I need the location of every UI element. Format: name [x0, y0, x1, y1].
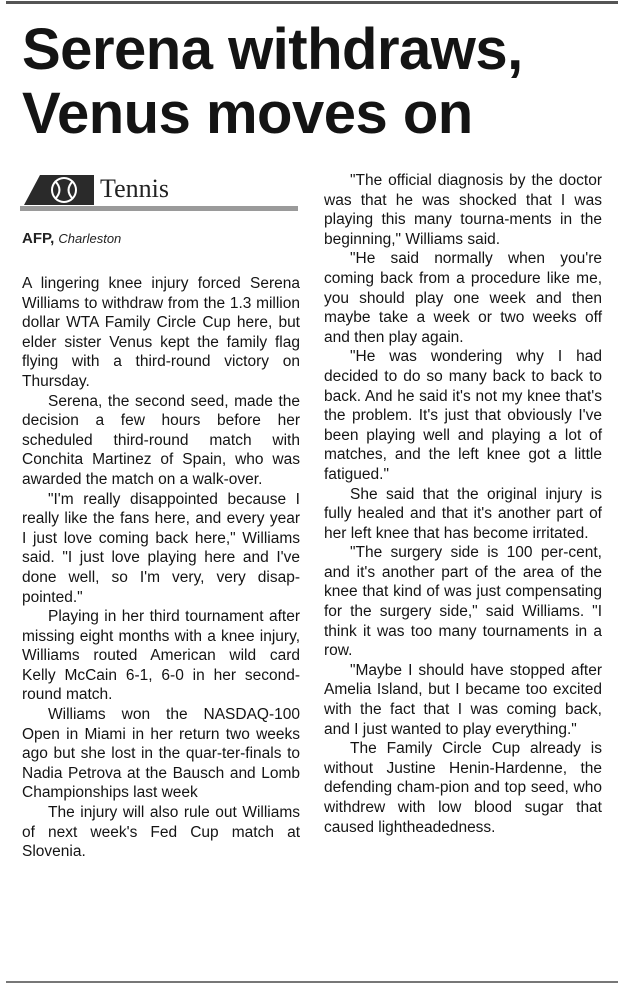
headline-line-2: Venus moves on: [22, 81, 473, 146]
byline: [22, 230, 121, 247]
paragraph: She said that the original injury is fully healed and that it's another part of her left knee that has become irritated.: [324, 485, 602, 542]
paragraph: "The official diagnosis by the doctor was that he was shocked that I was playing this many tourna-ments in the beginning," Williams said.: [324, 172, 602, 248]
headline-line-1: Serena withdraws,: [22, 17, 523, 82]
paragraph: "The surgery side is 100 per-cent, and it's another part of the area of the knee that kind of was just compensating for the surgery side," said Williams. "I think it was too many tournaments in a row.: [324, 544, 602, 660]
bottom-rule: [6, 981, 618, 983]
paragraph: "I'm really disappointed because I really like the fans here, and every year I just love coming back here," Williams said. "I just love playing here and I've done well, so I'm very, very disap-pointed.": [22, 490, 300, 606]
byline-place: Charleston: [58, 231, 122, 246]
section-label: Tennis: [100, 174, 169, 203]
paragraph: Williams won the NASDAQ-100 Open in Miami in her return two weeks ago but she lost in the quar-ter-finals to Nadia Petrova at the Bausch and Lomb Championships last week: [22, 706, 300, 802]
paragraph: Playing in her third tournament after missing eight months with a knee injury, Williams routed American wild card Kelly McCain 6-1, 6-0 in her second-round match.: [22, 608, 300, 704]
paragraph: A lingering knee injury forced Serena Williams to withdraw from the 1.3 million dollar WTA Family Circle Cup here, but elder sister Venus kept the family flag flying with a third-round victory on Thursday.: [22, 275, 300, 390]
byline-agency: AFP,: [22, 230, 55, 247]
paragraph: "Maybe I should have stopped after Amelia Island, but I became too excited with the fact that I was coming back, and I just wanted to play everything.": [324, 661, 602, 738]
section-underline: [20, 206, 298, 211]
paragraph: The Family Circle Cup already is without Justine Henin-Hardenne, the defending cham-pion and top seed, who withdrew with low blood sugar that caused lightheadedness.: [324, 740, 602, 836]
top-rule: [6, 1, 618, 4]
paragraph: "He said normally when you're coming back from a procedure like me, you should play one week and then maybe take a week or two weeks off and then play again.: [324, 250, 602, 346]
tennis-ball-icon: [20, 172, 96, 206]
paragraph: Serena, the second seed, made the decision a few hours before her scheduled third-round match with Conchita Martinez of Spain, who was awarded the match on a walk-over.: [22, 392, 300, 488]
section-header: [20, 172, 298, 208]
paragraph: The injury will also rule out Williams of next week's Fed Cup match at Slovenia.: [22, 804, 300, 861]
headline: [22, 18, 622, 146]
article-column-right: [324, 171, 602, 837]
article-column-left: [22, 274, 300, 862]
paragraph: "He was wondering why I had decided to do so many back to back to back. And he said it's not my knee that's the problem. It's just that obviously I've been playing well and playing a lot of matches, and the left knee got a little fatigued.": [324, 348, 602, 483]
